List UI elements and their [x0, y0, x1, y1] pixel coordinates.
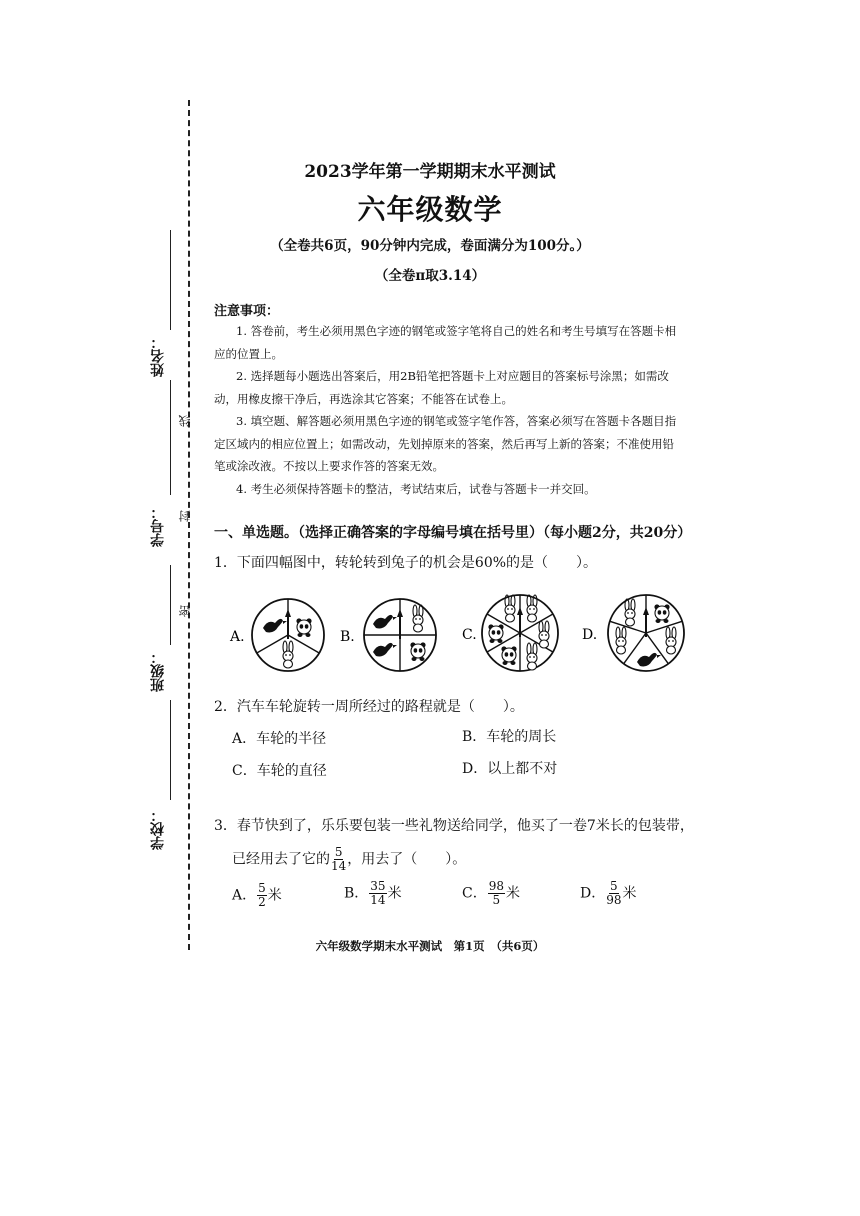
pi-note: （全卷π取3.14） [374, 268, 486, 284]
fraction [257, 882, 267, 909]
option-label: A. [230, 629, 245, 645]
fraction [331, 846, 346, 873]
option-label: C． [462, 885, 487, 902]
fraction-denominator: 2 [258, 895, 266, 909]
spinner-b[interactable] [340, 599, 436, 671]
fraction [606, 880, 621, 907]
q2-option-a[interactable]: A．车轮的半径 [232, 731, 327, 747]
panda-icon [501, 646, 516, 665]
student-id-field[interactable] [170, 380, 171, 495]
panda-icon [654, 604, 669, 623]
spinner-options [200, 585, 760, 685]
q3-option-c[interactable] [462, 880, 520, 907]
subject-title: 六年级数学 [357, 193, 503, 226]
fraction [369, 880, 386, 907]
fraction-denominator: 14 [370, 893, 386, 907]
fraction-numerator: 5 [334, 845, 343, 859]
notice-heading: 注意事项： [214, 304, 280, 319]
option-label: B． [344, 885, 369, 902]
seal-mi: 密 [178, 605, 192, 617]
spinner-c[interactable] [462, 595, 558, 671]
class-label: 班级： [150, 650, 166, 692]
seal-xian: 线 [178, 415, 192, 427]
unit: 米 [387, 885, 402, 902]
q2-option-d[interactable]: D．以上都不对 [462, 761, 558, 777]
spinner-d[interactable] [582, 595, 684, 671]
spinner-a[interactable] [229, 599, 324, 671]
unit: 米 [267, 887, 282, 904]
seal-feng: 封 [178, 510, 192, 522]
exam-title: 2023学年第一学期期末水平测试 [304, 162, 556, 182]
question-3-line1: 3．春节快到了，乐乐要包装一些礼物送给同学，他买了一卷7米长的包装带， [214, 818, 694, 834]
panda-icon [296, 618, 311, 637]
name-label: 姓名： [150, 335, 166, 377]
fraction-denominator: 5 [492, 893, 501, 907]
notice-item: 4. 考生必须保持答题卡的整洁，考试结束后，试卷与答题卡一并交回。 [236, 481, 596, 496]
option-label: D． [580, 885, 606, 902]
fraction-numerator: 5 [258, 881, 266, 895]
q3-option-d[interactable] [580, 880, 637, 907]
fraction-denominator: 14 [331, 859, 347, 873]
q3-option-b[interactable] [344, 880, 402, 907]
option-label: D. [582, 627, 598, 643]
notice-item: 2. 选择题每小题选出答案后，用2B铅笔把答题卡上对应题目的答案标号涂黑；如需改动，用橡皮擦干净后，再选涂其它答案；不能答在试卷上。 [214, 369, 669, 406]
panda-icon [410, 642, 425, 661]
fraction-numerator: 35 [370, 879, 386, 893]
exam-info: （全卷共6页，90分钟内完成，卷面满分为100分。） [270, 238, 590, 254]
q2-option-c[interactable]: C．车轮的直径 [232, 763, 327, 779]
page-footer: 六年级数学期末水平测试 第1页 （共6页） [315, 939, 545, 953]
fraction-denominator: 98 [606, 893, 622, 907]
unit: 米 [506, 885, 520, 902]
notice-list [214, 320, 684, 500]
unit: 米 [622, 885, 637, 902]
question-2: 2．汽车车轮旋转一周所经过的路程就是（ ）。 [214, 699, 524, 715]
student-id-label: 学号： [150, 505, 166, 547]
option-label: A． [232, 887, 257, 904]
q3-text-pre: 已经用去了它的 [232, 851, 330, 868]
section-heading: 一、单选题。（选择正确答案的字母编号填在括号里）（每小题2分，共20分） [214, 525, 692, 541]
question-1: 1．下面四幅图中，转轮转到兔子的机会是60%的是（ ）。 [214, 555, 598, 571]
option-label: B. [340, 629, 355, 645]
fraction-numerator: 98 [488, 879, 504, 893]
notice-item: 3. 填空题、解答题必须用黑色字迹的钢笔或签字笔作答，答案必须写在答题卡各题目指定区域内的相应位置上；如需改动，先划掉原来的答案，然后再写上新的答案；不准使用铅笔或涂改液。不按以上要求作答的答案无效。 [214, 414, 677, 473]
fraction [488, 880, 505, 907]
notice-item: 1. 答卷前，考生必须用黑色字迹的钢笔或签字笔将自己的姓名和考生号填写在答题卡相应的位置上。 [214, 324, 677, 361]
class-field[interactable] [170, 565, 171, 645]
panda-icon [488, 624, 503, 643]
question-3-line2 [232, 846, 466, 873]
school-field[interactable] [170, 700, 171, 800]
fraction-numerator: 5 [610, 879, 618, 893]
option-label: C. [462, 627, 477, 643]
q2-option-b[interactable]: B．车轮的周长 [462, 729, 557, 745]
q3-text-post: ，用去了（ ）。 [347, 851, 467, 868]
q3-option-a[interactable] [232, 882, 282, 909]
school-label: 学校： [150, 808, 166, 850]
